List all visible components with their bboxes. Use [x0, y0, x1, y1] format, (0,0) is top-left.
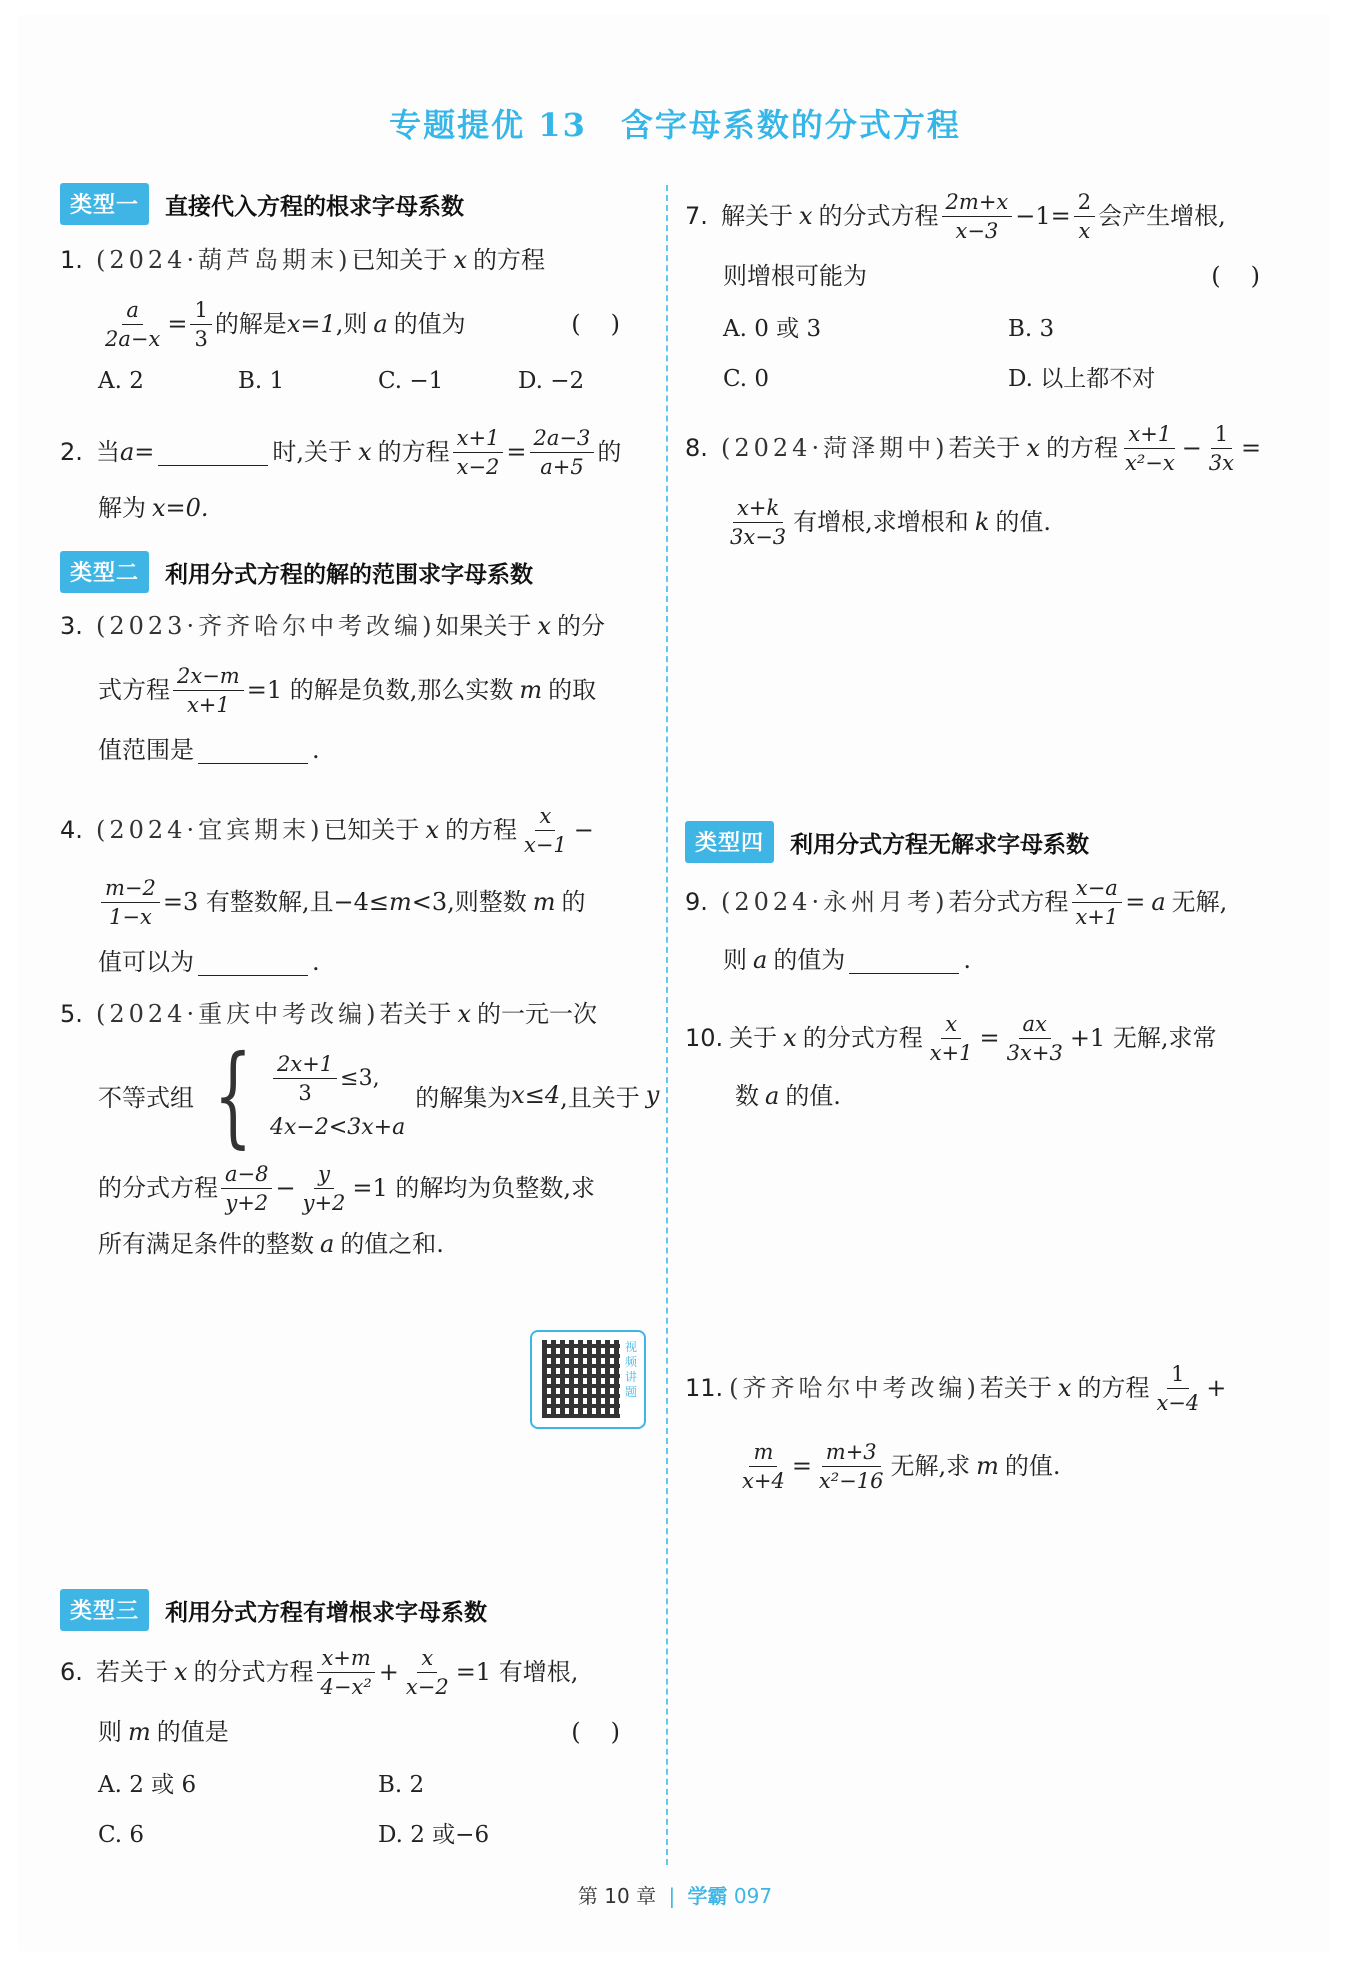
question-number: 11. — [685, 1374, 724, 1402]
text: 的值之和. — [340, 1230, 444, 1258]
chapter-label: 第 10 章 — [577, 1884, 657, 1908]
text: 的分式方程 — [818, 202, 939, 230]
text: 值范围是 — [98, 736, 194, 764]
text: 则增根可能为 — [723, 262, 867, 290]
text: x=1 — [286, 310, 336, 338]
var: a — [765, 1082, 780, 1110]
text: =1 有增根, — [455, 1658, 579, 1686]
text: 解为 — [98, 494, 146, 522]
question-1 — [60, 228, 650, 406]
option-d: D. 以上都不对 — [1008, 366, 1156, 392]
question-number: 1. — [60, 246, 83, 274]
section-type2-header — [60, 550, 533, 594]
option-b: B. 2 — [378, 1772, 425, 1798]
text: 的方程 — [472, 246, 545, 274]
text: 已知关于 — [351, 246, 448, 274]
question-9 — [685, 870, 1290, 986]
text: . — [963, 946, 971, 974]
var: x — [783, 1024, 797, 1052]
text: 时,关于 — [272, 438, 353, 466]
section-badge: 类型一 — [60, 183, 149, 225]
fraction: $\frac{a}{2a-x}$ — [105, 297, 161, 351]
answer-paren: () — [571, 310, 650, 338]
question-10 — [685, 1006, 1290, 1122]
text: 的值. — [995, 508, 1051, 536]
var: a — [373, 310, 388, 338]
fraction: $\frac{a-8}{y+2}$ — [221, 1160, 272, 1217]
question-number: 5. — [60, 1000, 83, 1028]
text: = — [167, 310, 188, 338]
var: x — [425, 816, 439, 844]
question-number: 10. — [685, 1024, 724, 1052]
text: 的分 — [556, 612, 605, 640]
text: 数 — [735, 1082, 759, 1110]
text: 的值为 — [773, 946, 846, 974]
text: 的取 — [548, 676, 597, 704]
text: 若分式方程 — [948, 888, 1069, 916]
text: = — [979, 1024, 1000, 1052]
text: 的方程 — [377, 438, 450, 466]
fraction: $\frac{x+m}{\text{4−x²}}$ — [317, 1644, 376, 1701]
text: +1 无解,求常 — [1069, 1024, 1217, 1052]
section-type1-header — [60, 182, 464, 226]
var: m — [389, 888, 412, 916]
text: =1 的解均为负整数,求 — [352, 1174, 596, 1202]
qr-label: 视频讲题 — [624, 1340, 637, 1399]
var: m — [519, 676, 543, 704]
option-c: C. 0 — [723, 366, 770, 392]
question-number: 6. — [60, 1658, 83, 1686]
text: 无解, — [1171, 888, 1228, 916]
column-divider — [666, 185, 668, 1865]
answer-blank — [849, 947, 959, 974]
section-type4-header — [685, 820, 1089, 864]
fraction: $\frac{2}{x}$ — [1074, 188, 1095, 245]
options — [60, 356, 650, 406]
text: 当 — [96, 438, 120, 466]
question-source: (齐齐哈尔中考改编) — [729, 1374, 980, 1402]
text: 关于 — [729, 1024, 778, 1052]
var: y — [645, 1081, 660, 1109]
fraction: $\frac{ax}{3x+3}$ — [1006, 1011, 1063, 1065]
var: m — [976, 1452, 999, 1480]
option-d: D. 2 或−6 — [378, 1822, 490, 1848]
question-number: 8. — [685, 434, 708, 462]
text: 若关于 — [979, 1374, 1052, 1402]
question-source: (2024·重庆中考改编) — [96, 1000, 380, 1028]
text: − — [1181, 434, 1202, 462]
fraction: $\frac{2a-3}{a+5}$ — [530, 424, 595, 481]
fraction: $\frac{1}{x-4}$ — [1156, 1361, 1200, 1415]
option-b: B. 1 — [238, 368, 285, 394]
text: = — [791, 1452, 812, 1480]
question-11 — [685, 1356, 1290, 1498]
var: x — [174, 1658, 188, 1686]
footer-separator: | — [668, 1884, 676, 1908]
text: 解关于 — [721, 202, 793, 230]
text: =3 有整数解,且−4≤ — [162, 888, 389, 916]
option-a: A. 2 或 6 — [98, 1772, 197, 1798]
var: x — [1026, 434, 1040, 462]
option-d: D. −2 — [518, 368, 585, 394]
text: + — [1206, 1374, 1227, 1402]
question-number: 9. — [685, 888, 708, 916]
var: a — [320, 1230, 335, 1258]
text: 的方程 — [1077, 1374, 1150, 1402]
var: x — [358, 438, 372, 466]
options — [685, 304, 1290, 354]
brand-name: 学霸 — [687, 1884, 728, 1908]
var: x — [799, 202, 813, 230]
section-type3-header — [60, 1588, 487, 1632]
var: k — [974, 508, 990, 536]
text: −1= — [1015, 202, 1071, 230]
fraction: $\frac{x+1}{\text{x²−x}}$ — [1124, 421, 1175, 475]
question-4 — [60, 798, 650, 990]
text: 如果关于 — [435, 612, 532, 640]
text: =1 的解是负数,那么实数 — [246, 676, 514, 704]
answer-blank — [198, 737, 308, 764]
question-source: (2024·永州月考) — [721, 888, 949, 916]
options — [60, 1810, 650, 1860]
text: 所有满足条件的整数 — [98, 1230, 314, 1258]
var: x — [453, 246, 467, 274]
text: 则 — [98, 1718, 122, 1746]
fraction: $\frac{m}{x+4}$ — [742, 1439, 785, 1493]
page-footer — [0, 1880, 1350, 1909]
text: 式方程 — [98, 676, 170, 704]
text: 的值. — [1004, 1452, 1061, 1480]
text: 的 — [597, 438, 622, 466]
text: 值可以为 — [98, 948, 194, 976]
question-source: (2024·葫芦岛期末) — [96, 246, 352, 274]
question-number: 4. — [60, 816, 83, 844]
answer-paren: () — [571, 1718, 650, 1746]
text: 的解是 — [214, 310, 287, 338]
options — [60, 1760, 650, 1810]
video-qr-code[interactable] — [530, 1330, 646, 1429]
var: x — [1057, 1374, 1072, 1402]
text: − — [573, 816, 594, 844]
fraction: $\frac{1}{3}$ — [190, 296, 211, 353]
question-6 — [60, 1640, 650, 1860]
text: . — [312, 736, 320, 764]
question-2 — [60, 420, 650, 532]
section-badge: 类型四 — [685, 821, 774, 863]
page-title: 专题提优 13 含字母系数的分式方程 — [389, 106, 961, 144]
text: 的解集为 — [415, 1083, 512, 1112]
fraction: $\frac{m-2}{1-x}$ — [101, 874, 160, 931]
option-a: A. 0 或 3 — [723, 316, 822, 342]
text: = — [1125, 888, 1146, 916]
text: 不等式组 — [98, 1083, 194, 1112]
text: − — [275, 1174, 296, 1202]
section-badge: 类型二 — [60, 551, 149, 593]
section-title: 利用分式方程无解求字母系数 — [790, 831, 1090, 858]
answer-paren: () — [1211, 262, 1290, 290]
section-title: 直接代入方程的根求字母系数 — [165, 193, 465, 220]
text: x=0. — [152, 494, 209, 522]
text: 若关于 — [948, 434, 1021, 462]
text: 的分式方程 — [98, 1174, 218, 1202]
text: x≤4 — [511, 1081, 561, 1109]
fraction: $\frac{y}{y+2}$ — [302, 1161, 346, 1215]
page-number: 097 — [733, 1884, 773, 1908]
question-number: 3. — [60, 612, 83, 640]
fraction: $\frac{2x-m}{x+1}$ — [173, 662, 244, 719]
text: + — [378, 1658, 399, 1686]
text: 会产生增根, — [1098, 202, 1226, 230]
var: m — [532, 888, 556, 916]
answer-blank — [158, 439, 268, 466]
text: 的值为 — [393, 310, 466, 338]
text: 的值. — [785, 1082, 841, 1110]
option-c: C. −1 — [378, 368, 444, 394]
text: 无解,求 — [890, 1452, 971, 1480]
var: x — [537, 612, 551, 640]
text: 的分式方程 — [802, 1024, 923, 1052]
question-source: (2024·宜宾期末) — [96, 816, 324, 844]
var: x — [457, 1000, 471, 1028]
answer-blank — [198, 949, 308, 976]
fraction: $\frac{x+1}{x-2}$ — [453, 424, 504, 481]
inequality-system: { $\frac{2x+1}{3}$ ≤3, 4x−2<3x+a — [213, 1031, 406, 1159]
options — [685, 354, 1290, 404]
text: 的值是 — [156, 1718, 229, 1746]
fraction: $\frac{2m+x}{x-3}$ — [942, 188, 1013, 245]
var: a — [753, 946, 768, 974]
option-c: C. 6 — [98, 1822, 145, 1848]
text: ,则 — [335, 310, 368, 338]
question-source: (2024·菏泽期中) — [721, 434, 949, 462]
question-8 — [685, 416, 1290, 554]
text: <3,则整数 — [411, 888, 527, 916]
question-number: 7. — [685, 202, 708, 230]
text: 的分式方程 — [193, 1658, 314, 1686]
option-b: B. 3 — [1008, 316, 1055, 342]
fraction: $\frac{x}{x+1}$ — [929, 1011, 973, 1065]
question-5 — [60, 988, 660, 1268]
fraction: $\frac{m+3}{\text{x²−16}}$ — [818, 1439, 884, 1493]
option-a: A. 2 — [98, 368, 144, 394]
section-title: 利用分式方程的解的范围求字母系数 — [165, 561, 534, 588]
text: 的方程 — [444, 816, 517, 844]
text: 的 — [561, 888, 586, 916]
text: 若关于 — [96, 1658, 168, 1686]
fraction: $\frac{x+k}{3x-3}$ — [730, 495, 787, 549]
qr-code-icon — [542, 1340, 620, 1418]
text: 的一元一次 — [476, 1000, 597, 1028]
section-badge: 类型三 — [60, 1589, 149, 1631]
question-number: 2. — [60, 438, 83, 466]
var: m — [128, 1718, 151, 1746]
text: ,且关于 — [560, 1083, 640, 1112]
text: 则 — [723, 946, 747, 974]
text: . — [312, 948, 320, 976]
fraction: $\frac{x-a}{x+1}$ — [1071, 874, 1122, 931]
fraction: $\frac{1}{3x}$ — [1208, 421, 1235, 475]
text: = — [1241, 434, 1262, 462]
text: = — [506, 438, 527, 466]
text: 已知关于 — [323, 816, 420, 844]
question-source: (2023·齐齐哈尔中考改编) — [96, 612, 436, 640]
var: a — [1151, 888, 1166, 916]
question-3 — [60, 594, 650, 778]
section-title: 利用分式方程有增根求字母系数 — [165, 1599, 488, 1626]
text: 的方程 — [1045, 434, 1118, 462]
fraction: $\frac{x}{x-1}$ — [523, 803, 567, 857]
text: 若关于 — [379, 1000, 452, 1028]
text: 有增根,求增根和 — [793, 508, 969, 536]
text: a= — [120, 438, 155, 466]
question-7 — [685, 184, 1290, 404]
fraction: $\frac{x}{x-2}$ — [405, 1645, 449, 1699]
